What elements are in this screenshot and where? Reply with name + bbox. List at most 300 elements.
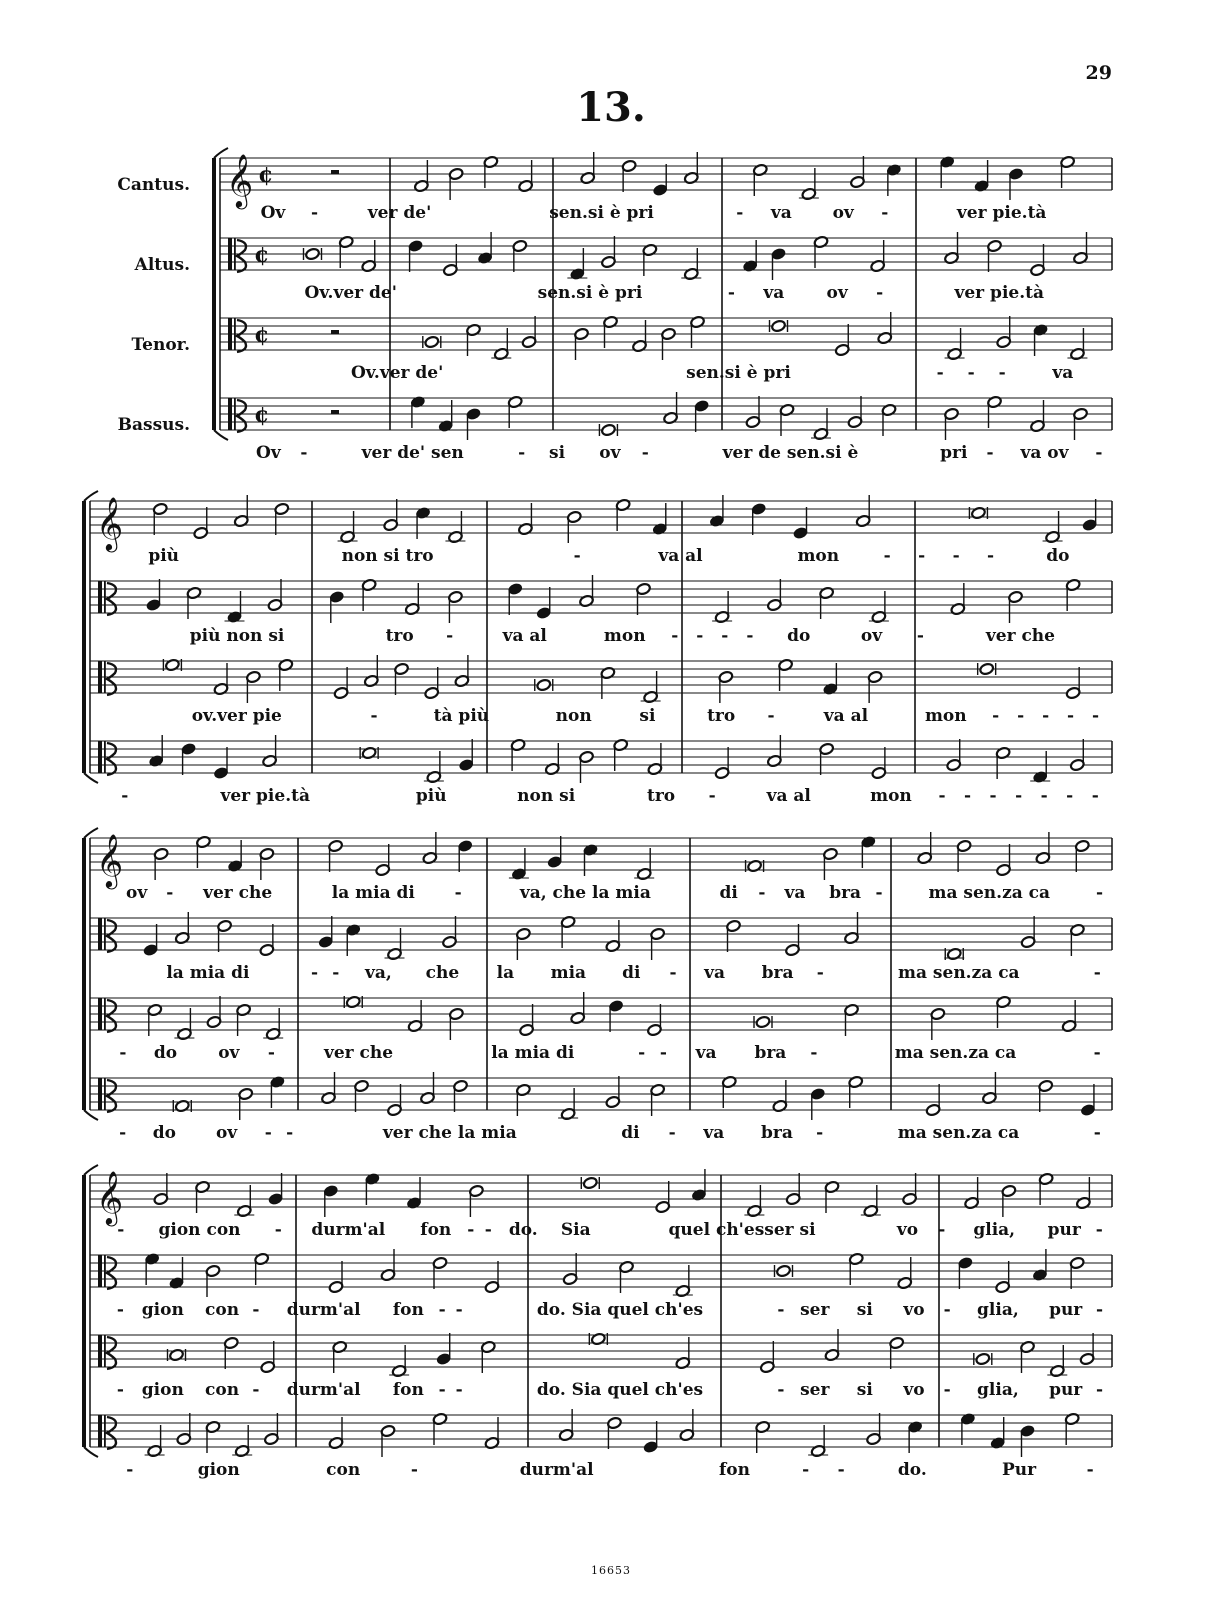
lyric-syllable: bra xyxy=(761,1123,793,1143)
half-note xyxy=(1038,1079,1053,1112)
half-note xyxy=(767,735,782,768)
staff-cantus xyxy=(90,832,1112,903)
half-note xyxy=(808,1425,828,1458)
lyric-syllable: - xyxy=(876,283,884,303)
lyric-syllable: pur xyxy=(1049,1380,1083,1400)
plate-number: 16653 xyxy=(591,1564,631,1577)
quarter-note xyxy=(466,407,481,440)
lyric-syllable: - xyxy=(708,786,716,806)
half-note xyxy=(328,839,343,872)
half-note xyxy=(445,511,465,544)
lyric-syllable: ma sen.za ca xyxy=(897,1123,1020,1143)
lyric-syllable: mia xyxy=(550,963,587,983)
half-note xyxy=(193,507,208,540)
lyric-syllable: - xyxy=(121,786,129,806)
quarter-note xyxy=(146,579,161,612)
lyric-syllable: - xyxy=(438,1380,446,1400)
rest xyxy=(331,170,339,174)
lyric-syllable: sen.si è pri xyxy=(686,363,791,383)
quarter-note xyxy=(365,1172,380,1205)
half-note xyxy=(1076,1177,1091,1210)
half-note xyxy=(848,1075,863,1108)
music-system xyxy=(84,1165,1112,1480)
breve-note xyxy=(581,1176,599,1189)
half-note xyxy=(510,738,525,771)
half-note xyxy=(558,1088,578,1121)
half-note xyxy=(767,579,782,612)
half-note xyxy=(259,924,274,957)
lyric-syllable: - xyxy=(1093,1123,1101,1143)
half-note xyxy=(383,499,398,532)
quarter-note xyxy=(415,506,430,539)
c-clef-icon xyxy=(98,918,116,952)
half-note xyxy=(866,1413,881,1446)
breve-note xyxy=(775,1264,793,1277)
lyric-syllable: - xyxy=(746,626,754,646)
lyric-syllable: Ov xyxy=(256,443,281,463)
lyric-syllable: mon xyxy=(603,626,646,646)
half-note xyxy=(432,1256,447,1289)
half-note xyxy=(844,912,859,945)
lyric-syllable: - xyxy=(943,1300,951,1320)
lyric-syllable: si xyxy=(549,443,566,463)
lyric-syllable: vo xyxy=(903,1300,925,1320)
lyric-syllable: va al xyxy=(823,706,869,726)
half-note xyxy=(153,1173,168,1206)
music-system xyxy=(84,828,1112,1143)
half-note xyxy=(945,328,965,361)
quarter-note xyxy=(771,247,786,280)
half-note xyxy=(186,586,201,619)
lyric-syllable: - xyxy=(816,1123,824,1143)
lyric-syllable: - xyxy=(992,706,1000,726)
lyric-syllable: tro xyxy=(707,706,736,726)
half-note xyxy=(519,1004,534,1037)
half-note xyxy=(607,1416,622,1449)
cut-time-icon: ¢ xyxy=(258,162,274,188)
quarter-note xyxy=(410,395,425,428)
quarter-note xyxy=(652,503,667,536)
c-clef-icon xyxy=(228,398,246,432)
half-note xyxy=(613,738,628,771)
staff-cantus xyxy=(220,152,1112,223)
half-note xyxy=(512,239,527,272)
half-note xyxy=(339,235,354,268)
quarter-note xyxy=(477,232,492,265)
lyric-syllable: gion con xyxy=(158,1220,241,1240)
half-note xyxy=(650,927,665,960)
quarter-note xyxy=(143,924,158,957)
lyric-syllable: - xyxy=(518,443,526,463)
breve-note xyxy=(746,859,764,872)
treble-clef-icon: 𝄞 xyxy=(96,833,124,887)
half-note xyxy=(278,658,293,691)
half-note xyxy=(722,1075,737,1108)
half-note xyxy=(650,1083,665,1116)
lyric-syllable: fon xyxy=(718,1460,751,1480)
breve-note xyxy=(969,506,987,519)
half-note xyxy=(1073,232,1088,265)
voice-name: Bassus. xyxy=(117,415,190,435)
lyric-syllable: - xyxy=(267,1043,275,1063)
half-note xyxy=(714,747,729,780)
half-note xyxy=(1043,511,1063,544)
lyric-syllable: - xyxy=(1095,1220,1103,1240)
half-note xyxy=(799,168,819,201)
lyric-syllable: bra xyxy=(829,883,862,903)
breve-note xyxy=(974,1352,992,1365)
quarter-note xyxy=(653,164,668,197)
half-note xyxy=(1070,923,1085,956)
half-note xyxy=(726,919,741,952)
c-clef-icon xyxy=(228,238,246,272)
half-note xyxy=(995,1261,1010,1294)
lyric-syllable: pri xyxy=(940,443,968,463)
half-note xyxy=(518,503,533,536)
half-note xyxy=(484,1417,499,1450)
half-note xyxy=(521,316,536,349)
half-note xyxy=(567,510,582,543)
lyric-syllable: fon xyxy=(420,1220,452,1240)
staff-bassus xyxy=(220,392,1112,463)
lyric-syllable: - xyxy=(1015,786,1023,806)
half-note xyxy=(835,324,850,357)
half-note xyxy=(264,1413,279,1446)
half-note xyxy=(881,403,896,436)
lyric-syllable: Sia xyxy=(560,1220,591,1240)
lyric-syllable: pur xyxy=(1049,1300,1083,1320)
half-note xyxy=(516,1083,531,1116)
half-note xyxy=(263,1008,283,1041)
half-note xyxy=(675,1337,690,1370)
lyric-syllable: do. xyxy=(897,1460,927,1480)
lyric-syllable: - xyxy=(881,203,889,223)
half-note xyxy=(145,1425,165,1458)
half-note xyxy=(844,1003,859,1036)
half-note xyxy=(545,743,560,776)
half-note xyxy=(964,1177,979,1210)
lyric-syllable: - xyxy=(455,1380,463,1400)
half-note xyxy=(755,1420,770,1453)
half-note xyxy=(466,323,481,356)
lyric-syllable: durm'al xyxy=(286,1300,361,1320)
quarter-note xyxy=(436,1333,451,1366)
breve-note xyxy=(168,1348,186,1361)
lyric-syllable: - xyxy=(1086,1460,1094,1480)
staff-bassus xyxy=(90,1072,1112,1143)
half-note xyxy=(213,663,228,696)
quarter-note xyxy=(1033,323,1048,356)
music-system xyxy=(214,148,1112,463)
staff-tenor xyxy=(90,1329,1112,1400)
half-note xyxy=(647,1004,662,1037)
c-clef-icon xyxy=(98,741,116,775)
half-note xyxy=(1060,155,1075,188)
lyric-syllable: - xyxy=(370,706,378,726)
lyric-syllable: - xyxy=(964,786,972,806)
quarter-note xyxy=(608,999,623,1032)
lyric-syllable: - xyxy=(274,1220,282,1240)
half-note xyxy=(262,735,277,768)
lyric-syllable: di xyxy=(719,883,738,903)
quarter-note xyxy=(459,739,474,772)
lyric-syllable: si xyxy=(856,1380,873,1400)
half-note xyxy=(1067,328,1087,361)
half-note xyxy=(861,1185,881,1218)
half-note xyxy=(424,751,444,784)
half-note xyxy=(328,1417,343,1450)
half-note xyxy=(518,160,533,193)
lyric-syllable: più xyxy=(415,786,447,806)
quarter-note xyxy=(810,1087,825,1120)
lyric-syllable: - xyxy=(721,626,729,646)
lyric-syllable: - xyxy=(1017,706,1025,726)
staff-altus xyxy=(90,1249,1112,1320)
lyric-syllable: - xyxy=(952,546,960,566)
half-note xyxy=(176,1413,191,1446)
half-note xyxy=(422,832,437,865)
half-note xyxy=(206,996,221,1029)
lyric-syllable: do xyxy=(1046,546,1070,566)
half-note xyxy=(570,992,585,1025)
music-system xyxy=(84,491,1112,806)
half-note xyxy=(469,1184,484,1217)
lyric-syllable: va xyxy=(703,1123,725,1143)
lyric-syllable: - xyxy=(727,283,735,303)
quarter-note xyxy=(181,742,196,775)
lyric-syllable: - xyxy=(310,203,319,223)
lyric-syllable: bra xyxy=(754,1043,787,1063)
half-note xyxy=(684,152,699,185)
lyric-syllable: do xyxy=(787,626,811,646)
half-note xyxy=(819,586,834,619)
lyric-syllable: ma sen.za ca xyxy=(928,883,1051,903)
quarter-note xyxy=(508,582,523,615)
half-note xyxy=(718,670,733,703)
half-note xyxy=(147,1003,162,1036)
lyric-syllable: sen.si è pri xyxy=(537,283,643,303)
half-note xyxy=(778,658,793,691)
lyric-syllable: - xyxy=(1093,963,1101,983)
half-note xyxy=(1079,1333,1094,1366)
half-note xyxy=(944,232,959,265)
half-note xyxy=(574,327,589,360)
half-note xyxy=(560,915,575,948)
quarter-note xyxy=(1080,1084,1095,1117)
half-note xyxy=(259,847,274,880)
quarter-note xyxy=(567,248,587,281)
cut-time-icon: ¢ xyxy=(254,242,270,268)
half-note xyxy=(1065,667,1080,700)
half-note xyxy=(930,1007,945,1040)
half-note xyxy=(332,1340,347,1373)
lyric-syllable: - xyxy=(916,626,924,646)
half-note xyxy=(432,1412,447,1445)
quarter-note xyxy=(408,239,423,272)
quarter-note xyxy=(861,835,876,868)
lyric-syllable: va xyxy=(695,1043,717,1063)
lyric-syllable: non si tro xyxy=(341,546,434,566)
lyric-syllable: - xyxy=(455,1300,463,1320)
lyric-syllable: - xyxy=(467,1220,475,1240)
lyric-syllable: con xyxy=(205,1300,240,1320)
lyric-syllable: - xyxy=(671,626,679,646)
half-note xyxy=(811,408,831,441)
staff-cantus xyxy=(90,495,1112,566)
half-note xyxy=(1069,1256,1084,1289)
lyric-syllable: va al xyxy=(766,786,811,806)
half-note xyxy=(174,1008,194,1041)
half-note xyxy=(579,575,594,608)
half-note xyxy=(420,1072,435,1105)
lyric-syllable: glia, xyxy=(973,1220,1016,1240)
lyric-syllable: - xyxy=(119,1123,127,1143)
breve-note xyxy=(944,947,964,960)
half-note xyxy=(1030,400,1045,433)
lyric-syllable: bra xyxy=(761,963,794,983)
c-clef-icon xyxy=(98,1335,116,1369)
half-note xyxy=(414,160,429,193)
half-note xyxy=(996,844,1011,877)
lyric-syllable: di xyxy=(622,963,641,983)
half-note xyxy=(655,1181,670,1214)
lyric-syllable: fon xyxy=(392,1380,424,1400)
quarter-note xyxy=(583,843,598,876)
breve-note xyxy=(770,319,788,332)
half-note xyxy=(744,1185,764,1218)
lyric-syllable: la mia di xyxy=(166,963,250,983)
quarter-note xyxy=(1030,751,1050,784)
half-note xyxy=(361,578,376,611)
breve-note xyxy=(173,1099,191,1112)
half-note xyxy=(407,1000,422,1033)
lyric-syllable: va xyxy=(770,203,792,223)
breve-note xyxy=(304,247,322,260)
lyric-syllable: - xyxy=(166,883,174,903)
half-note xyxy=(603,315,618,348)
lyric-syllable: non si xyxy=(517,786,576,806)
lyric-syllable: Ov.ver de' xyxy=(350,363,444,383)
half-note xyxy=(889,1336,904,1369)
quarter-note xyxy=(691,1169,706,1202)
staff-bassus xyxy=(90,1409,1112,1480)
lyric-syllable: - xyxy=(1066,786,1074,806)
half-note xyxy=(260,1341,275,1374)
quarter-note xyxy=(974,160,989,193)
half-note xyxy=(267,579,282,612)
half-note xyxy=(681,248,701,281)
lyric-syllable: - xyxy=(883,546,891,566)
half-note xyxy=(850,156,865,189)
half-note xyxy=(987,239,1002,272)
voice-name: Cantus. xyxy=(117,175,190,195)
half-note xyxy=(673,1265,693,1298)
lyric-syllable: - xyxy=(767,706,775,726)
half-note xyxy=(1047,1345,1067,1378)
lyric-syllable: durm'al xyxy=(286,1380,361,1400)
lyric-syllable: più non si xyxy=(189,626,285,646)
staff-cantus xyxy=(90,1169,1112,1240)
breve-note xyxy=(360,746,378,759)
lyric-syllable: do. Sia quel ch'es xyxy=(536,1300,704,1320)
lyric-syllable: si xyxy=(856,1300,873,1320)
lyric-syllable: mon xyxy=(797,546,840,566)
lyric-syllable: - xyxy=(918,546,926,566)
half-note xyxy=(786,1173,801,1206)
bracket-hook xyxy=(84,1447,98,1457)
half-note xyxy=(333,667,348,700)
quarter-note xyxy=(509,848,529,881)
quarter-note xyxy=(751,502,766,535)
lyric-syllable: - xyxy=(802,1460,810,1480)
lyric-syllable: durm'al xyxy=(311,1220,386,1240)
lyric-syllable: - xyxy=(573,546,581,566)
lyric-syllable: - xyxy=(810,1043,818,1063)
quarter-note xyxy=(149,735,164,768)
breve-note xyxy=(589,1332,607,1345)
quarter-note xyxy=(1032,1249,1047,1282)
lyric-syllable: - xyxy=(119,1043,127,1063)
lyric-syllable: - xyxy=(696,626,704,646)
half-note xyxy=(956,839,971,872)
lyric-syllable: durm'al xyxy=(519,1460,594,1480)
quarter-note xyxy=(270,1075,285,1108)
half-note xyxy=(856,495,871,528)
voice-name: Tenor. xyxy=(131,335,190,355)
quarter-note xyxy=(940,155,955,188)
half-note xyxy=(917,832,932,865)
half-note xyxy=(867,670,882,703)
staff-altus xyxy=(220,232,1112,303)
quarter-note xyxy=(823,663,838,696)
lyric-syllable: - xyxy=(116,1380,124,1400)
lyric-syllable: - xyxy=(837,1460,845,1480)
half-note xyxy=(823,847,838,880)
lyric-syllable: vo xyxy=(896,1220,919,1240)
half-note xyxy=(600,666,615,699)
quarter-note xyxy=(793,507,808,540)
lyric-syllable: ov xyxy=(599,443,621,463)
quarter-note xyxy=(169,1257,184,1290)
staff-tenor xyxy=(220,312,1112,383)
lyric-syllable: va ov xyxy=(1020,443,1069,463)
cut-time-icon: ¢ xyxy=(254,402,270,428)
lyric-syllable: - xyxy=(659,1043,667,1063)
lyric-syllable: do xyxy=(152,1123,177,1143)
lyric-syllable: - xyxy=(117,1220,125,1240)
quarter-note xyxy=(213,747,228,780)
lyric-syllable: Ov xyxy=(260,203,286,223)
lyric-syllable: - xyxy=(638,1043,646,1063)
quarter-note xyxy=(1020,1424,1035,1457)
half-note xyxy=(621,159,636,192)
lyric-syllable: la mia di xyxy=(491,1043,575,1063)
half-note xyxy=(562,1253,577,1286)
c-clef-icon xyxy=(98,661,116,695)
half-note xyxy=(375,844,390,877)
half-note xyxy=(877,312,892,345)
breve-note xyxy=(535,678,553,691)
half-note xyxy=(1065,578,1080,611)
lyric-syllable: va, xyxy=(365,963,392,983)
lyric-syllable: - xyxy=(998,363,1006,383)
lyric-syllable: - xyxy=(300,443,308,463)
lyric-syllable: fon xyxy=(392,1300,424,1320)
lyric-syllable: sen.si è pri xyxy=(549,203,654,223)
lyric-syllable: Pur xyxy=(1002,1460,1037,1480)
quarter-note xyxy=(1082,499,1097,532)
bracket-hook xyxy=(214,430,228,440)
